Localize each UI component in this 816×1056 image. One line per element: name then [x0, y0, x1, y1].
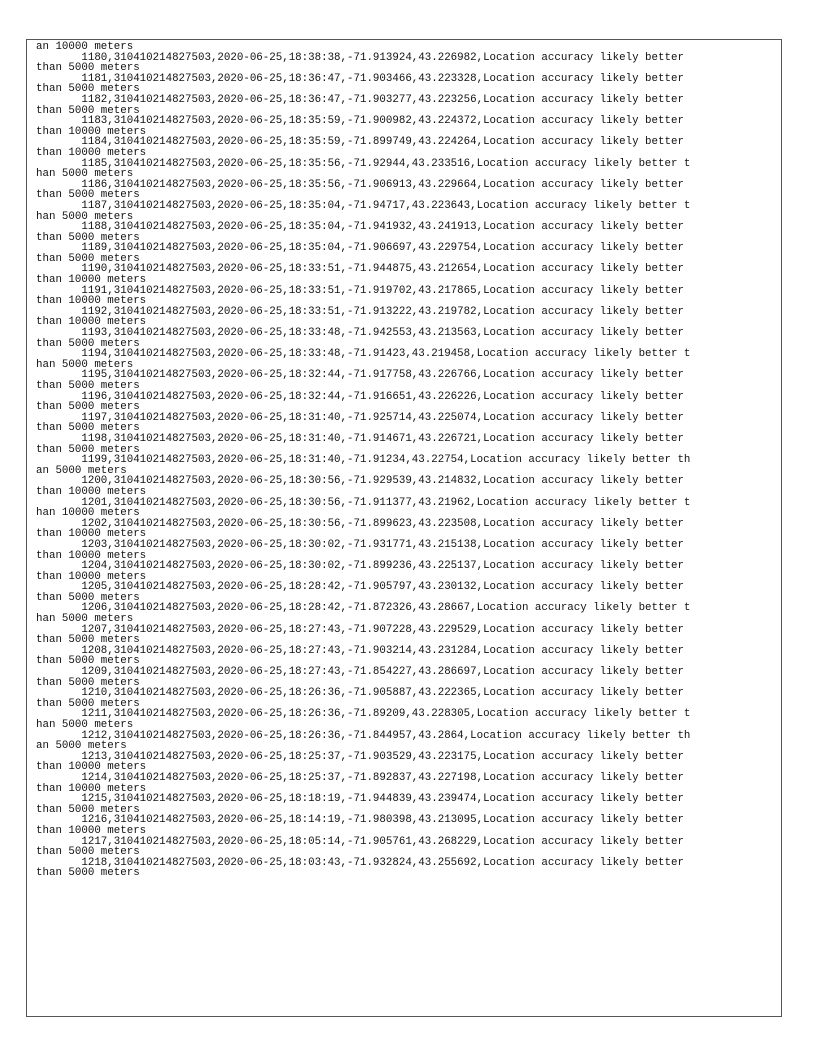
- log-line: 1215,310410214827503,2020-06-25,18:18:19,-71.944839,43.239474,Location accuracy likely better: [36, 793, 684, 806]
- log-line: 1191,310410214827503,2020-06-25,18:33:51,-71.919702,43.217865,Location accuracy likely better: [36, 284, 684, 297]
- log-line: than 10000 meters: [36, 528, 147, 541]
- log-line: 1216,310410214827503,2020-06-25,18:14:19,-71.980398,43.213095,Location accuracy likely better: [36, 814, 684, 827]
- log-line: han 10000 meters: [36, 507, 140, 520]
- log-line: 1206,310410214827503,2020-06-25,18:28:42,-71.872326,43.28667,Location accuracy likely better t: [36, 602, 691, 615]
- log-line: 1184,310410214827503,2020-06-25,18:35:59,-71.899749,43.224264,Location accuracy likely better: [36, 136, 684, 149]
- log-line: 1188,310410214827503,2020-06-25,18:35:04,-71.941932,43.241913,Location accuracy likely better: [36, 221, 684, 234]
- log-line: than 5000 meters: [36, 83, 140, 96]
- log-line: 1202,310410214827503,2020-06-25,18:30:56,-71.899623,43.223508,Location accuracy likely better: [36, 517, 684, 530]
- log-line: an 5000 meters: [36, 464, 127, 477]
- log-line: than 5000 meters: [36, 846, 140, 859]
- log-line: 1212,310410214827503,2020-06-25,18:26:36,-71.844957,43.2864,Location accuracy likely better th: [36, 729, 691, 742]
- log-line: 1203,310410214827503,2020-06-25,18:30:02,-71.931771,43.215138,Location accuracy likely better: [36, 538, 684, 551]
- log-line: 1189,310410214827503,2020-06-25,18:35:04,-71.906697,43.229754,Location accuracy likely better: [36, 242, 684, 255]
- document-frame: [26, 39, 782, 1017]
- log-line: 1217,310410214827503,2020-06-25,18:05:14,-71.905761,43.268229,Location accuracy likely better: [36, 835, 684, 848]
- log-line: than 5000 meters: [36, 443, 140, 456]
- log-line: 1200,310410214827503,2020-06-25,18:30:56,-71.929539,43.214832,Location accuracy likely better: [36, 475, 684, 488]
- log-line: than 10000 meters: [36, 295, 147, 308]
- log-line: 1218,310410214827503,2020-06-25,18:03:43,-71.932824,43.255692,Location accuracy likely better: [36, 856, 684, 869]
- log-line: than 5000 meters: [36, 803, 140, 816]
- log-line: 1193,310410214827503,2020-06-25,18:33:48,-71.942553,43.213563,Location accuracy likely better: [36, 327, 684, 340]
- log-line: than 5000 meters: [36, 676, 140, 689]
- log-line: han 5000 meters: [36, 613, 134, 626]
- log-line: than 5000 meters: [36, 401, 140, 414]
- log-line: 1195,310410214827503,2020-06-25,18:32:44,-71.917758,43.226766,Location accuracy likely better: [36, 369, 684, 382]
- log-line: han 5000 meters: [36, 358, 134, 371]
- log-line: 1185,310410214827503,2020-06-25,18:35:56,-71.92944,43.233516,Location accuracy likely better t: [36, 157, 691, 170]
- log-line: than 10000 meters: [36, 274, 147, 287]
- log-line: than 5000 meters: [36, 380, 140, 392]
- log-line: an 5000 meters: [36, 740, 127, 753]
- log-line: 1210,310410214827503,2020-06-25,18:26:36,-71.905887,43.222365,Location accuracy likely better: [36, 687, 684, 700]
- log-line: than 5000 meters: [36, 231, 140, 244]
- log-line: 1181,310410214827503,2020-06-25,18:36:47,-71.903466,43.223328,Location accuracy likely better: [36, 72, 684, 85]
- log-line: han 5000 meters: [36, 719, 134, 731]
- log-line: than 5000 meters: [36, 62, 140, 75]
- log-line: 1182,310410214827503,2020-06-25,18:36:47,-71.903277,43.223256,Location accuracy likely better: [36, 93, 684, 106]
- log-line: 1213,310410214827503,2020-06-25,18:25:37,-71.903529,43.223175,Location accuracy likely better: [36, 750, 684, 763]
- log-line: than 10000 meters: [36, 125, 147, 138]
- log-line: than 5000 meters: [36, 591, 140, 604]
- log-line: than 10000 meters: [36, 824, 147, 837]
- log-line: than 10000 meters: [36, 549, 147, 562]
- log-line: 1214,310410214827503,2020-06-25,18:25:37,-71.892837,43.227198,Location accuracy likely better: [36, 771, 684, 784]
- log-line: than 10000 meters: [36, 316, 147, 329]
- log-line: than 10000 meters: [36, 485, 147, 498]
- log-line: 1201,310410214827503,2020-06-25,18:30:56,-71.911377,43.21962,Location accuracy likely better t: [36, 496, 691, 509]
- log-line: than 5000 meters: [36, 697, 140, 710]
- log-text-block: [36, 42, 690, 879]
- log-line: 1199,310410214827503,2020-06-25,18:31:40,-71.91234,43.22754,Location accuracy likely better th: [36, 454, 691, 467]
- log-line: 1207,310410214827503,2020-06-25,18:27:43,-71.907228,43.229529,Location accuracy likely better: [36, 623, 684, 636]
- log-line: 1204,310410214827503,2020-06-25,18:30:02,-71.899236,43.225137,Location accuracy likely better: [36, 560, 684, 573]
- log-line: 1183,310410214827503,2020-06-25,18:35:59,-71.900982,43.224372,Location accuracy likely better: [36, 115, 684, 128]
- log-line: than 10000 meters: [36, 761, 147, 774]
- log-line: 1187,310410214827503,2020-06-25,18:35:04,-71.94717,43.223643,Location accuracy likely better t: [36, 199, 691, 212]
- log-line: than 5000 meters: [36, 422, 140, 435]
- log-line: than 5000 meters: [36, 189, 140, 202]
- log-line: 1186,310410214827503,2020-06-25,18:35:56,-71.906913,43.229664,Location accuracy likely better: [36, 178, 684, 191]
- log-line: than 5000 meters: [36, 337, 140, 350]
- log-line: than 5000 meters: [36, 867, 140, 880]
- log-line: than 5000 meters: [36, 104, 140, 117]
- log-line: 1190,310410214827503,2020-06-25,18:33:51,-71.944875,43.212654,Location accuracy likely better: [36, 263, 684, 276]
- log-line: 1209,310410214827503,2020-06-25,18:27:43,-71.854227,43.286697,Location accuracy likely better: [36, 666, 684, 679]
- log-line: an 10000 meters: [36, 41, 134, 53]
- log-line: than 10000 meters: [36, 146, 147, 159]
- log-line: 1197,310410214827503,2020-06-25,18:31:40,-71.925714,43.225074,Location accuracy likely better: [36, 411, 684, 424]
- log-line: 1196,310410214827503,2020-06-25,18:32:44,-71.916651,43.226226,Location accuracy likely better: [36, 390, 684, 403]
- log-line: 1205,310410214827503,2020-06-25,18:28:42,-71.905797,43.230132,Location accuracy likely better: [36, 581, 684, 594]
- log-line: than 5000 meters: [36, 655, 140, 668]
- log-line: 1192,310410214827503,2020-06-25,18:33:51,-71.913222,43.219782,Location accuracy likely better: [36, 305, 684, 318]
- log-line: than 10000 meters: [36, 570, 147, 583]
- log-line: han 5000 meters: [36, 210, 134, 223]
- log-line: than 5000 meters: [36, 252, 140, 265]
- log-line: 1198,310410214827503,2020-06-25,18:31:40,-71.914671,43.226721,Location accuracy likely better: [36, 432, 684, 445]
- log-line: 1194,310410214827503,2020-06-25,18:33:48,-71.91423,43.219458,Location accuracy likely better t: [36, 348, 691, 361]
- log-line: 1180,310410214827503,2020-06-25,18:38:38,-71.913924,43.226982,Location accuracy likely better: [36, 51, 684, 64]
- log-line: han 5000 meters: [36, 168, 134, 181]
- log-line: than 5000 meters: [36, 634, 140, 647]
- log-line: than 10000 meters: [36, 782, 147, 795]
- log-line: 1208,310410214827503,2020-06-25,18:27:43,-71.903214,43.231284,Location accuracy likely better: [36, 644, 684, 657]
- log-line: 1211,310410214827503,2020-06-25,18:26:36,-71.89209,43.228305,Location accuracy likely better t: [36, 708, 691, 721]
